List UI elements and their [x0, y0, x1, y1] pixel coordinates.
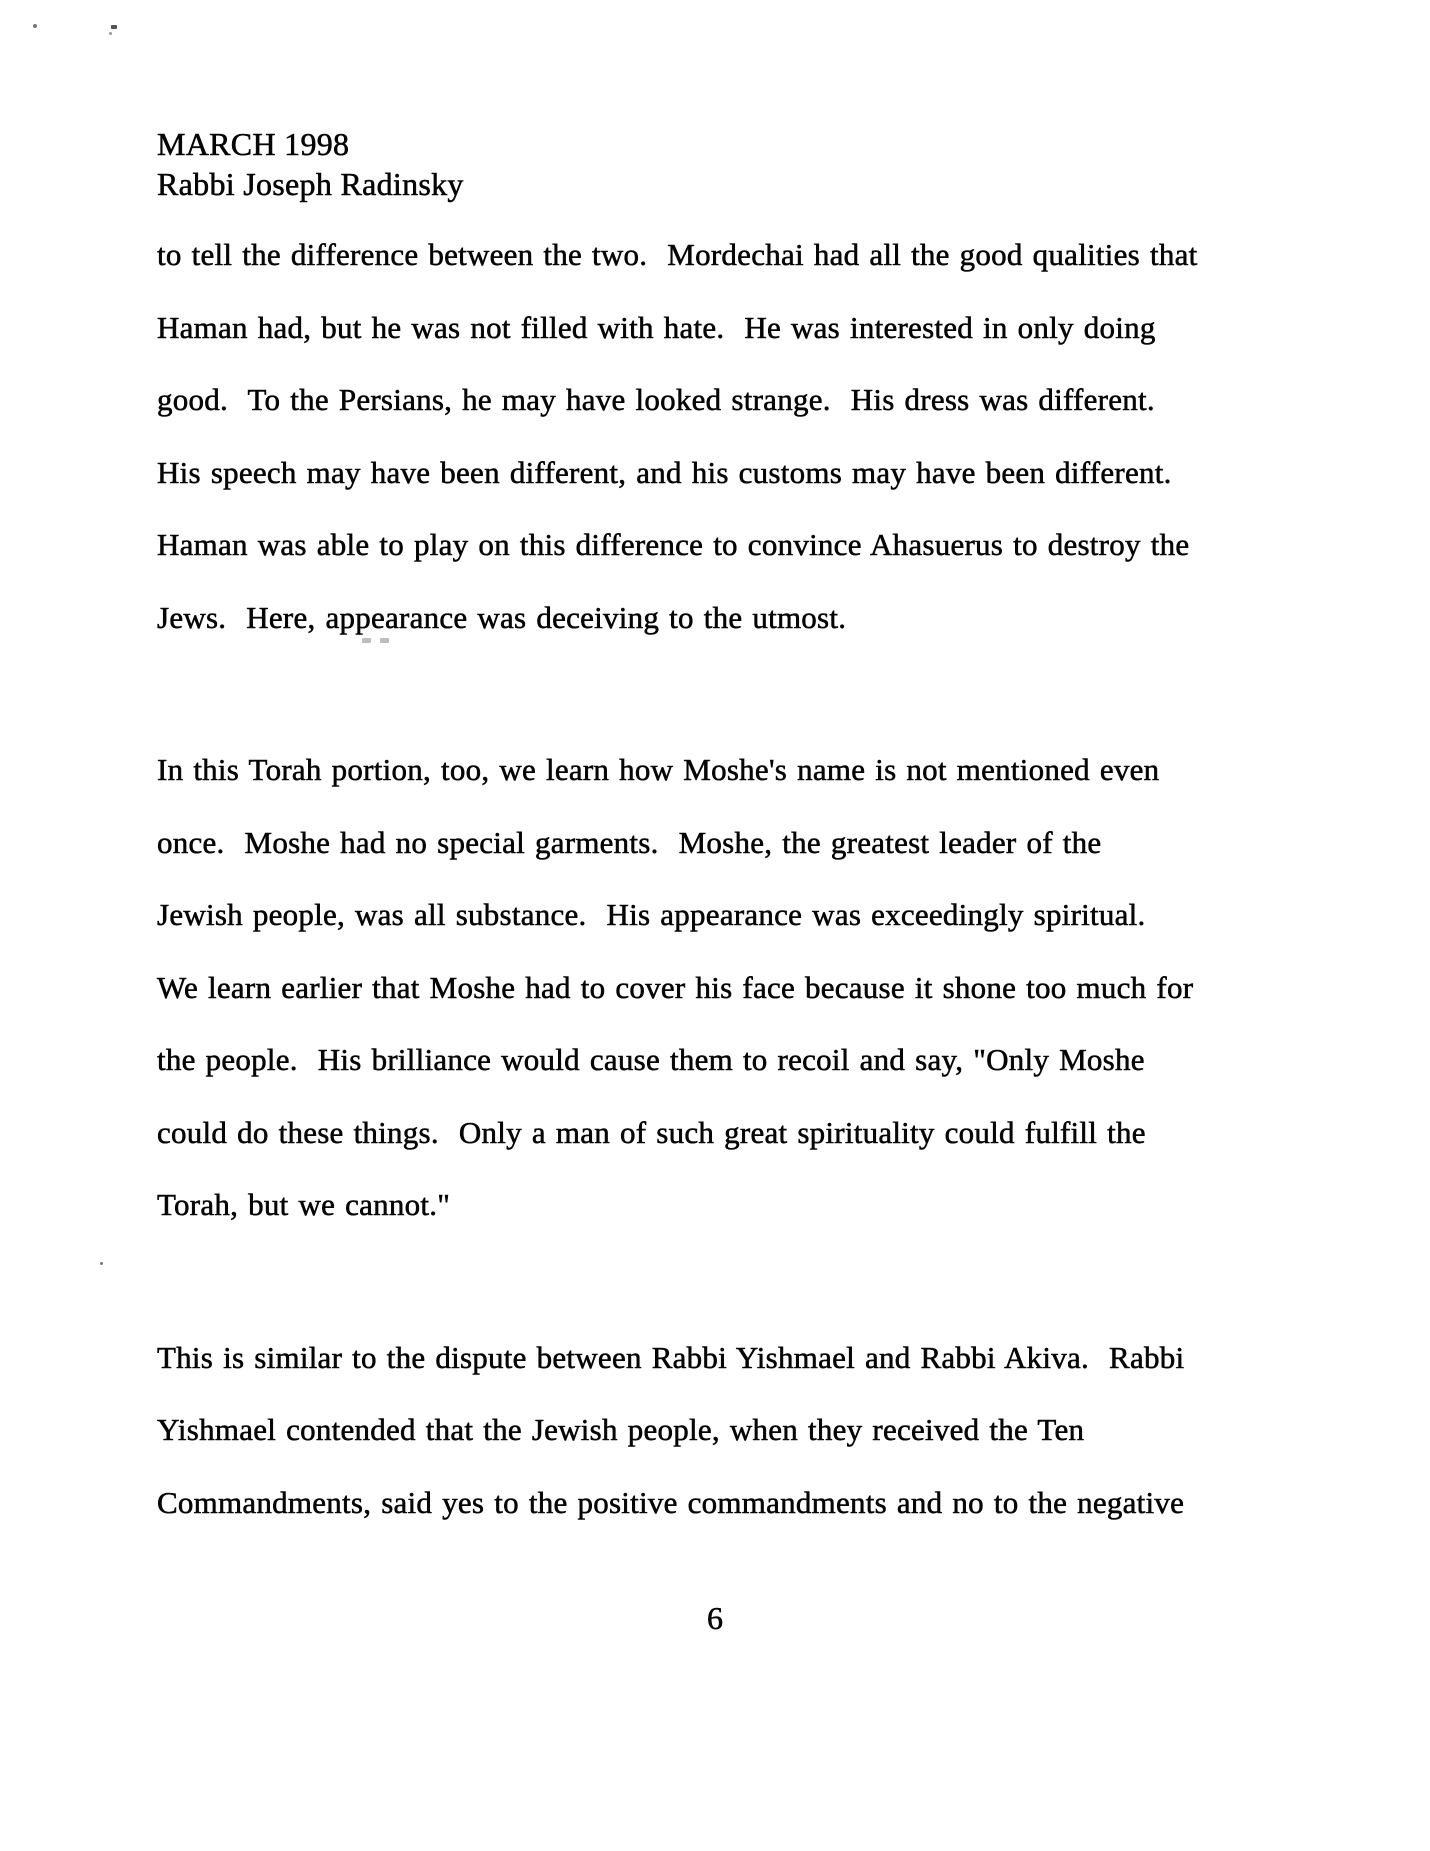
page-footer — [0, 1598, 1430, 1638]
text-line: His speech may have been different, and his customs may have been different. — [157, 454, 1172, 490]
text-line: Haman had, but he was not filled with hate. He was interested in only doing — [157, 309, 1156, 345]
text-line: Jews. Here, appearance was deceiving to the utmost. — [157, 599, 847, 635]
text-line: Haman was able to play on this difference to convince Ahasuerus to destroy the — [157, 527, 1190, 562]
document-header — [157, 124, 464, 204]
text-line: In this Torah portion, too, we learn how Moshe's name is not mentioned even — [157, 752, 1160, 787]
text-line: Commandments, said yes to the positive commandments and no to the negative — [157, 1484, 1185, 1520]
paragraph — [157, 1322, 1337, 1540]
scan-speck — [109, 32, 112, 35]
paragraph — [157, 734, 1337, 1242]
scan-speck — [100, 1262, 103, 1265]
header-date: MARCH 1998 — [157, 126, 350, 162]
page-number: 6 — [707, 1600, 723, 1636]
document-body — [157, 219, 1337, 1619]
text-line: Jewish people, was all substance. His appearance was exceedingly spiritual. — [157, 897, 1146, 932]
text-line: good. To the Persians, he may have looked strange. His dress was different. — [157, 382, 1155, 417]
text-line: This is similar to the dispute between Rabbi Yishmael and Rabbi Akiva. Rabbi — [157, 1339, 1185, 1375]
text-line: once. Moshe had no special garments. Moshe, the greatest leader of the — [157, 824, 1102, 860]
header-author: Rabbi Joseph Radinsky — [157, 166, 464, 202]
text-line: Torah, but we cannot." — [157, 1187, 451, 1222]
text-line: to tell the difference between the two. Mordechai had all the good qualities that — [157, 237, 1198, 272]
scan-speck — [111, 25, 117, 29]
paragraph — [157, 219, 1337, 654]
text-line: Yishmael contended that the Jewish people, when they received the Ten — [157, 1412, 1085, 1447]
text-line: We learn earlier that Moshe had to cover his face because it shone too much for — [157, 969, 1194, 1005]
scan-speck — [33, 24, 37, 28]
text-line: could do these things. Only a man of such great spirituality could fulfill the — [157, 1114, 1146, 1150]
text-line: the people. His brilliance would cause them to recoil and say, "Only Moshe — [157, 1042, 1145, 1077]
